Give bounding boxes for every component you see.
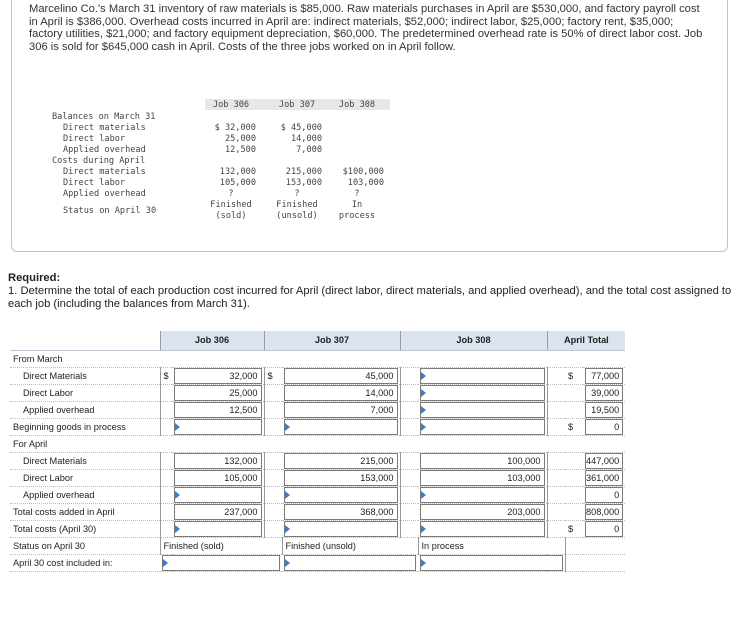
currency-307 [264, 401, 282, 418]
job308-input-cell [418, 520, 547, 537]
given-row-label: Applied overhead [63, 189, 146, 199]
given-row-label: Costs during April [52, 156, 146, 166]
currency-307 [264, 469, 282, 486]
required-text: 1. Determine the total of each production cost incurred for April (direct labor, direct materials, and applied overhead), and the total cost assigned to each job (including the balances from March 31). [8, 285, 732, 310]
job307-input[interactable]: 215,000 [284, 453, 398, 469]
job307-input-cell [282, 452, 400, 469]
problem-text: Marcelino Co.'s March 31 inventory of raw materials is $85,000. Raw materials purchases in April are $530,000, and factory payroll cost in April is $386,000. Overhead costs incurred in April are: indirect materials, $52,000; indirect labor, $25,000; factory rent, $35,000; factory utilities, $21,000; and factory equipment depreciation, $60,000. The predetermined overhead rate is 50% of direct labor cost. Job 306 is sold for $645,000 cash in April. Costs of the three jobs worked on in April follow. [29, 3, 703, 53]
blank-cell [418, 350, 547, 367]
answer-row [10, 401, 625, 418]
currency-307 [264, 503, 282, 520]
spacer-total [547, 367, 565, 384]
given-cell: 14,000 [290, 134, 322, 144]
answer-row [10, 367, 625, 384]
given-cell: ? [354, 189, 360, 199]
job306-input-cell [172, 503, 264, 520]
row-label: Direct Materials [10, 452, 160, 469]
given-cell: Finished (sold) [210, 200, 252, 221]
job308-input[interactable] [420, 368, 545, 384]
total-input-cell [583, 452, 625, 469]
total-input[interactable]: 447,000 [585, 453, 623, 469]
job308-input[interactable] [420, 521, 545, 537]
answer-row [10, 486, 625, 503]
job307-input[interactable]: 368,000 [284, 504, 398, 520]
blank-cell [565, 435, 583, 452]
answer-row [10, 435, 625, 452]
header-3: Job 308 [400, 331, 547, 350]
given-header-308: Job 308 [338, 100, 376, 110]
currency-total [565, 503, 583, 520]
april30-306-input[interactable] [162, 555, 280, 571]
currency-308 [400, 367, 418, 384]
given-cell: 215,000 [285, 167, 322, 177]
job308-input-cell [418, 384, 547, 401]
status-308: In process [418, 537, 565, 554]
currency-306 [160, 503, 172, 520]
job308-input[interactable] [420, 385, 545, 401]
job307-input[interactable] [284, 521, 398, 537]
currency-306 [160, 418, 172, 435]
job307-input-cell [282, 384, 400, 401]
given-row-label: Status on April 30 [63, 206, 157, 216]
currency-306 [160, 384, 172, 401]
total-input[interactable]: 19,500 [585, 402, 623, 418]
answer-row [10, 452, 625, 469]
total-input[interactable]: 0 [585, 419, 623, 435]
blank-cell [160, 435, 172, 452]
total-input[interactable]: 77,000 [585, 368, 623, 384]
currency-total [565, 452, 583, 469]
currency-308 [400, 486, 418, 503]
job307-input[interactable]: 7,000 [284, 402, 398, 418]
currency-total: $ [565, 367, 583, 384]
blank-cell [172, 435, 264, 452]
row-label: Applied overhead [10, 486, 160, 503]
total-input[interactable]: 0 [585, 487, 623, 503]
currency-306 [160, 452, 172, 469]
april30-308-input-cell [418, 554, 565, 571]
currency-307 [264, 384, 282, 401]
currency-307 [264, 520, 282, 537]
job306-input[interactable]: 25,000 [174, 385, 262, 401]
job306-input[interactable] [174, 419, 262, 435]
job308-input[interactable]: 103,000 [420, 470, 545, 486]
given-cell: Finished (unsold) [276, 200, 318, 221]
status-total [565, 537, 625, 554]
currency-total: $ [565, 520, 583, 537]
spacer-total [547, 520, 565, 537]
row-label: Direct Materials [10, 367, 160, 384]
spacer-total [547, 452, 565, 469]
given-cell: $100,000 [342, 167, 384, 177]
given-cell: 12,500 [224, 145, 256, 155]
spacer-total [547, 418, 565, 435]
given-cell: 7,000 [296, 145, 322, 155]
job308-input-cell [418, 401, 547, 418]
spacer-total [547, 384, 565, 401]
job306-input-cell [172, 384, 264, 401]
currency-306: $ [160, 367, 172, 384]
job308-input[interactable]: 100,000 [420, 453, 545, 469]
currency-308 [400, 384, 418, 401]
total-input-cell [583, 401, 625, 418]
total-input-cell [583, 469, 625, 486]
job306-input-cell [172, 401, 264, 418]
currency-308 [400, 452, 418, 469]
total-input[interactable]: 0 [585, 521, 623, 537]
row-label: Direct Labor [10, 469, 160, 486]
job307-input[interactable] [284, 487, 398, 503]
currency-307 [264, 486, 282, 503]
job306-input[interactable]: 105,000 [174, 470, 262, 486]
job306-input-cell [172, 520, 264, 537]
currency-total [565, 401, 583, 418]
job307-input-cell [282, 520, 400, 537]
status-307: Finished (unsold) [282, 537, 418, 554]
job308-input[interactable] [420, 487, 545, 503]
given-row-label: Balances on March 31 [52, 112, 156, 122]
row-label: Total costs added in April [10, 503, 160, 520]
job307-input[interactable]: 14,000 [284, 385, 398, 401]
job306-input-cell [172, 469, 264, 486]
currency-308 [400, 503, 418, 520]
job307-input-cell [282, 418, 400, 435]
given-row-label: Direct materials [63, 123, 146, 133]
job308-input-cell [418, 452, 547, 469]
job308-input-cell [418, 469, 547, 486]
job307-input-cell [282, 401, 400, 418]
april30-total [565, 554, 625, 571]
row-label: Total costs (April 30) [10, 520, 160, 537]
given-row-label: Applied overhead [63, 145, 146, 155]
given-cell: $ 32,000 [214, 123, 256, 133]
april30-307-input-cell [282, 554, 418, 571]
given-header-306: Job 306 [212, 100, 250, 110]
job306-input-cell [172, 486, 264, 503]
currency-306 [160, 401, 172, 418]
given-header-307: Job 307 [278, 100, 316, 110]
answer-row [10, 554, 625, 571]
given-cell: In process [338, 200, 376, 221]
answer-row [10, 469, 625, 486]
currency-307 [264, 418, 282, 435]
given-cell: 105,000 [219, 178, 256, 188]
job308-input[interactable]: 203,000 [420, 504, 545, 520]
job308-input[interactable] [420, 402, 545, 418]
blank-cell [282, 350, 400, 367]
job308-input-cell [418, 503, 547, 520]
answer-row [10, 350, 625, 367]
header-1: Job 306 [160, 331, 264, 350]
blank-cell [565, 350, 583, 367]
total-input[interactable]: 39,000 [585, 385, 623, 401]
answer-row [10, 503, 625, 520]
blank-cell [264, 350, 282, 367]
blank-cell [583, 435, 625, 452]
row-label: For April [10, 435, 160, 452]
april30-308-input[interactable] [420, 555, 563, 571]
total-input-cell [583, 367, 625, 384]
job307-input-cell [282, 486, 400, 503]
job306-input-cell [172, 452, 264, 469]
job307-input[interactable]: 45,000 [284, 368, 398, 384]
answer-row [10, 537, 625, 554]
april30-306-input-cell [160, 554, 282, 571]
given-cell: 132,000 [219, 167, 256, 177]
total-input-cell [583, 486, 625, 503]
spacer-total [547, 486, 565, 503]
job307-input-cell [282, 469, 400, 486]
job308-input-cell [418, 367, 547, 384]
blank-cell [160, 350, 172, 367]
row-label: Direct Labor [10, 384, 160, 401]
header-blank [10, 331, 160, 350]
answer-row [10, 384, 625, 401]
required-heading: Required: [8, 272, 61, 284]
answer-row [10, 520, 625, 537]
answer-row [10, 418, 625, 435]
blank-cell [583, 350, 625, 367]
given-cell: 103,000 [347, 178, 384, 188]
required-section [8, 272, 733, 311]
currency-306 [160, 520, 172, 537]
total-input-cell [583, 384, 625, 401]
currency-308 [400, 469, 418, 486]
job306-input[interactable]: 237,000 [174, 504, 262, 520]
currency-total [565, 384, 583, 401]
total-input-cell [583, 520, 625, 537]
job307-input[interactable] [284, 419, 398, 435]
currency-307: $ [264, 367, 282, 384]
given-cell: 153,000 [285, 178, 322, 188]
blank-cell [282, 435, 400, 452]
total-input[interactable]: 808,000 [585, 504, 623, 520]
row-label: April 30 cost included in: [10, 554, 160, 571]
currency-308 [400, 401, 418, 418]
row-label: Beginning goods in process [10, 418, 160, 435]
given-row-label: Direct materials [63, 167, 146, 177]
job306-input[interactable] [174, 521, 262, 537]
april30-307-input[interactable] [284, 555, 416, 571]
job306-input[interactable] [174, 487, 262, 503]
total-input-cell [583, 503, 625, 520]
job308-input[interactable] [420, 419, 545, 435]
spacer-total [547, 401, 565, 418]
job308-input-cell [418, 418, 547, 435]
job307-input[interactable]: 153,000 [284, 470, 398, 486]
status-306: Finished (sold) [160, 537, 282, 554]
header-4: April Total [547, 331, 625, 350]
blank-cell [400, 435, 418, 452]
blank-cell [172, 350, 264, 367]
row-label: From March [10, 350, 160, 367]
given-row-label: Direct labor [63, 134, 126, 144]
currency-307 [264, 452, 282, 469]
blank-cell [547, 435, 565, 452]
currency-total [565, 469, 583, 486]
currency-308 [400, 520, 418, 537]
job307-input-cell [282, 503, 400, 520]
job306-input[interactable]: 12,500 [174, 402, 262, 418]
total-input-cell [583, 418, 625, 435]
job306-input-cell [172, 367, 264, 384]
blank-cell [400, 350, 418, 367]
total-input[interactable]: 361,000 [585, 470, 623, 486]
blank-cell [418, 435, 547, 452]
given-row-label: Direct labor [63, 178, 126, 188]
job306-input-cell [172, 418, 264, 435]
given-cell: $ 45,000 [280, 123, 322, 133]
job306-input[interactable]: 132,000 [174, 453, 262, 469]
answer-table [10, 331, 625, 572]
job307-input-cell [282, 367, 400, 384]
currency-total: $ [565, 418, 583, 435]
currency-306 [160, 469, 172, 486]
blank-cell [547, 350, 565, 367]
spacer-total [547, 503, 565, 520]
spacer-total [547, 469, 565, 486]
row-label: Status on April 30 [10, 537, 160, 554]
currency-308 [400, 418, 418, 435]
given-cell: 25,000 [224, 134, 256, 144]
blank-cell [264, 435, 282, 452]
job308-input-cell [418, 486, 547, 503]
currency-total [565, 486, 583, 503]
given-cell: ? [294, 189, 300, 199]
answer-header-row [10, 331, 625, 350]
currency-306 [160, 486, 172, 503]
header-2: Job 307 [264, 331, 400, 350]
row-label: Applied overhead [10, 401, 160, 418]
given-cell: ? [228, 189, 234, 199]
job306-input[interactable]: 32,000 [174, 368, 262, 384]
